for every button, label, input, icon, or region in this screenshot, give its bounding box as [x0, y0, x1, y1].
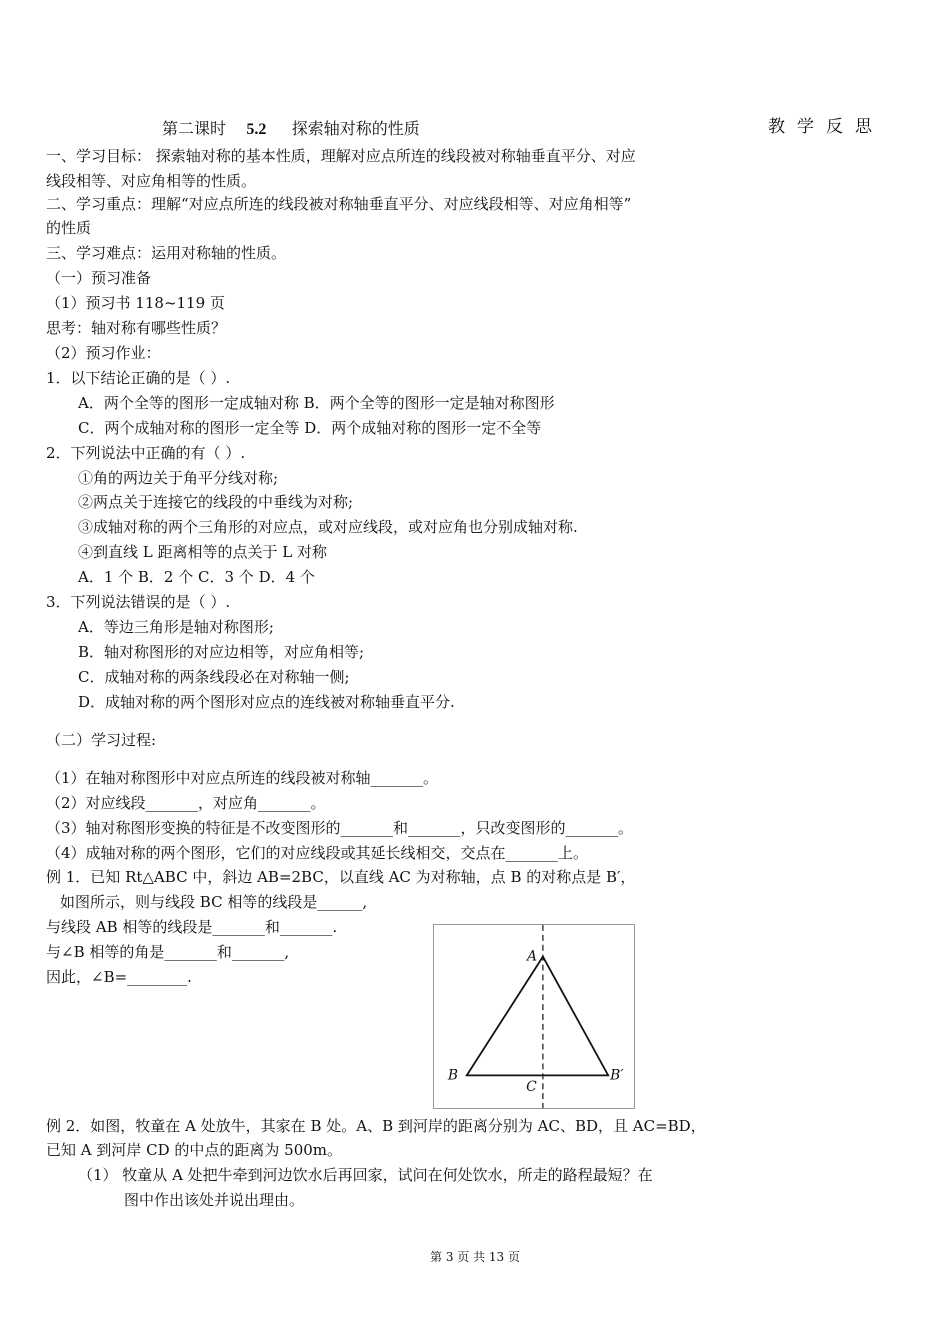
goal-line-2: 线段相等、对应角相等的性质。 — [46, 172, 257, 190]
difficulty-line: 三、学习难点：运用对称轴的性质。 — [46, 244, 287, 262]
question-2-options: A．1 个 B．2 个 C．3 个 D．4 个 — [78, 568, 315, 586]
example-1-line-5: 因此，∠B=________. — [46, 968, 192, 986]
question-3: 3．下列说法错误的是（ ）. — [46, 593, 231, 611]
section-learning-process: （二）学习过程: — [46, 731, 157, 749]
example-2-line-2: 已知 A 到河岸 CD 的中点的距离为 500m。 — [46, 1141, 343, 1159]
example-1-line-3: 与线段 AB 相等的线段是_______和_______. — [46, 918, 338, 936]
triangle-figure — [433, 924, 635, 1109]
section-preview-prep: （一）预习准备 — [46, 269, 152, 287]
question-1: 1．以下结论正确的是（ ）. — [46, 369, 231, 387]
question-1-options-cd: C．两个成轴对称的图形一定全等 D．两个成轴对称的图形一定不全等 — [78, 419, 542, 437]
question-3-option-d: D．成轴对称的两个图形对应点的连线被对称轴垂直平分. — [78, 693, 455, 711]
label-a: A — [527, 948, 538, 965]
question-3-option-b: B．轴对称图形的对应边相等，对应角相等; — [78, 643, 365, 661]
question-2-statement-4: ④到直线 L 距离相等的点关于 L 对称 — [78, 543, 327, 561]
question-2: 2．下列说法中正确的有（ ）. — [46, 444, 246, 462]
question-2-statement-1: ①角的两边关于角平分线对称; — [78, 469, 279, 487]
key-point-line-2: 的性质 — [46, 219, 92, 237]
triangle-diagram — [434, 925, 634, 1108]
lesson-title — [162, 116, 420, 139]
label-c: C — [526, 1079, 537, 1096]
think-question: 思考：轴对称有哪些性质？ — [46, 319, 227, 337]
question-3-option-c: C．成轴对称的两条线段必在对称轴一侧; — [78, 668, 350, 686]
page-footer: 第 3 页 共 13 页 — [430, 1250, 520, 1264]
goal-line-1: 一、学习目标： 探索轴对称的基本性质，理解对应点所连的线段被对称轴垂直平分、对应 — [46, 147, 636, 165]
example-2-line-3: （1） 牧童从 A 处把牛牵到河边饮水后再回家，试问在何处饮水，所走的路程最短？在 — [78, 1166, 653, 1184]
preview-book-pages: （1）预习书 118~119 页 — [46, 294, 225, 312]
process-item-2: （2）对应线段_______，对应角_______。 — [46, 794, 326, 812]
question-2-statement-3: ③成轴对称的两个三角形的对应点，或对应线段，或对应角也分别成轴对称. — [78, 518, 578, 536]
teaching-reflection-header: 教学反思 — [768, 117, 884, 137]
question-1-options-ab: A．两个全等的图形一定成轴对称 B．两个全等的图形一定是轴对称图形 — [78, 394, 555, 412]
question-2-statement-2: ②两点关于连接它的线段的中垂线为对称; — [78, 493, 354, 511]
question-3-option-a: A．等边三角形是轴对称图形; — [78, 618, 274, 636]
label-b: B — [447, 1067, 459, 1084]
preview-homework: （2）预习作业： — [46, 344, 161, 362]
title-text: 探索轴对称的性质 — [291, 119, 420, 138]
example-2-line-1: 例 2．如图，牧童在 A 处放牛，其家在 B 处。A、B 到河岸的距离分别为 AC、BD，且 AC=BD， — [46, 1117, 706, 1135]
process-item-3: （3）轴对称图形变换的特征是不改变图形的_______和_______，只改变图形的_______。 — [46, 819, 634, 837]
example-1-line-1: 例 1．已知 Rt△ABC 中，斜边 AB=2BC，以直线 AC 为对称轴，点 B 的对称点是 B′， — [46, 868, 636, 886]
example-2-line-4: 图中作出该处并说出理由。 — [124, 1191, 305, 1209]
title-number: 5.2 — [246, 121, 267, 138]
example-1-line-4: 与∠B 相等的角是_______和_______, — [46, 943, 290, 961]
process-item-4: （4）成轴对称的两个图形，它们的对应线段或其延长线相交，交点在_______上。 — [46, 844, 589, 862]
key-point-line-1: 二、学习重点：理解“对应点所连的线段被对称轴垂直平分、对应线段相等、对应角相等” — [46, 195, 632, 213]
process-item-1: （1）在轴对称图形中对应点所连的线段被对称轴_______。 — [46, 769, 439, 787]
example-1-line-2: 如图所示，则与线段 BC 相等的线段是______, — [60, 893, 368, 911]
title-prefix: 第二课时 — [162, 119, 227, 138]
label-b-prime: B′ — [610, 1067, 624, 1084]
triangle — [467, 957, 608, 1076]
